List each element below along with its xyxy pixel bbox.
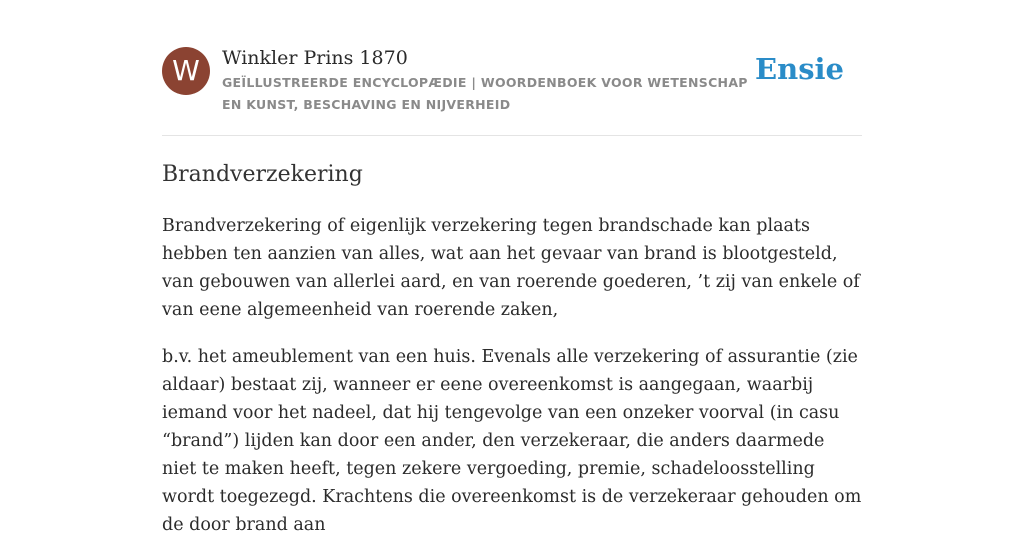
source-info [222, 44, 752, 116]
divider [162, 135, 862, 136]
article-title: Brandverzekering [162, 162, 363, 187]
ensie-logo[interactable]: Ensie [755, 52, 844, 86]
source-title[interactable]: Winkler Prins 1870 [222, 47, 408, 69]
article-paragraph: b.v. het ameublement van een huis. Evenals alle verzekering of assurantie (zie aldaar) bestaat zij, wanneer er eene overeenkomst is aangegaan, waarbij iemand voor het nadeel, dat hij tengevolge van een onzeker voorval (in casu “brand”) lijden kan door een ander, den verzekeraar, die anders daarmede niet te maken heeft, tegen zekere vergoeding, premie, schadeloosstelling wordt toegezegd. Krachtens die overeenkomst is de verzekeraar gehouden om de door brand aan [162, 347, 862, 535]
article-paragraph: Brandverzekering of eigenlijk verzekering tegen brandschade kan plaats hebben ten aanzien van alles, wat aan het gevaar van brand is blootgesteld, van gebouwen van allerlei aard, en van roerende goederen, ’t zij van enkele of van eene algemeenheid van roerende zaken, [162, 216, 860, 320]
avatar: W [162, 47, 210, 95]
source-subtitle: GEÏLLUSTREERDE ENCYCLOPÆDIE | WOORDENBOEK VOOR WETENSCHAP EN KUNST, BESCHAVING EN NIJVERHEID [222, 75, 748, 112]
source-header [162, 44, 862, 136]
article [162, 158, 862, 558]
